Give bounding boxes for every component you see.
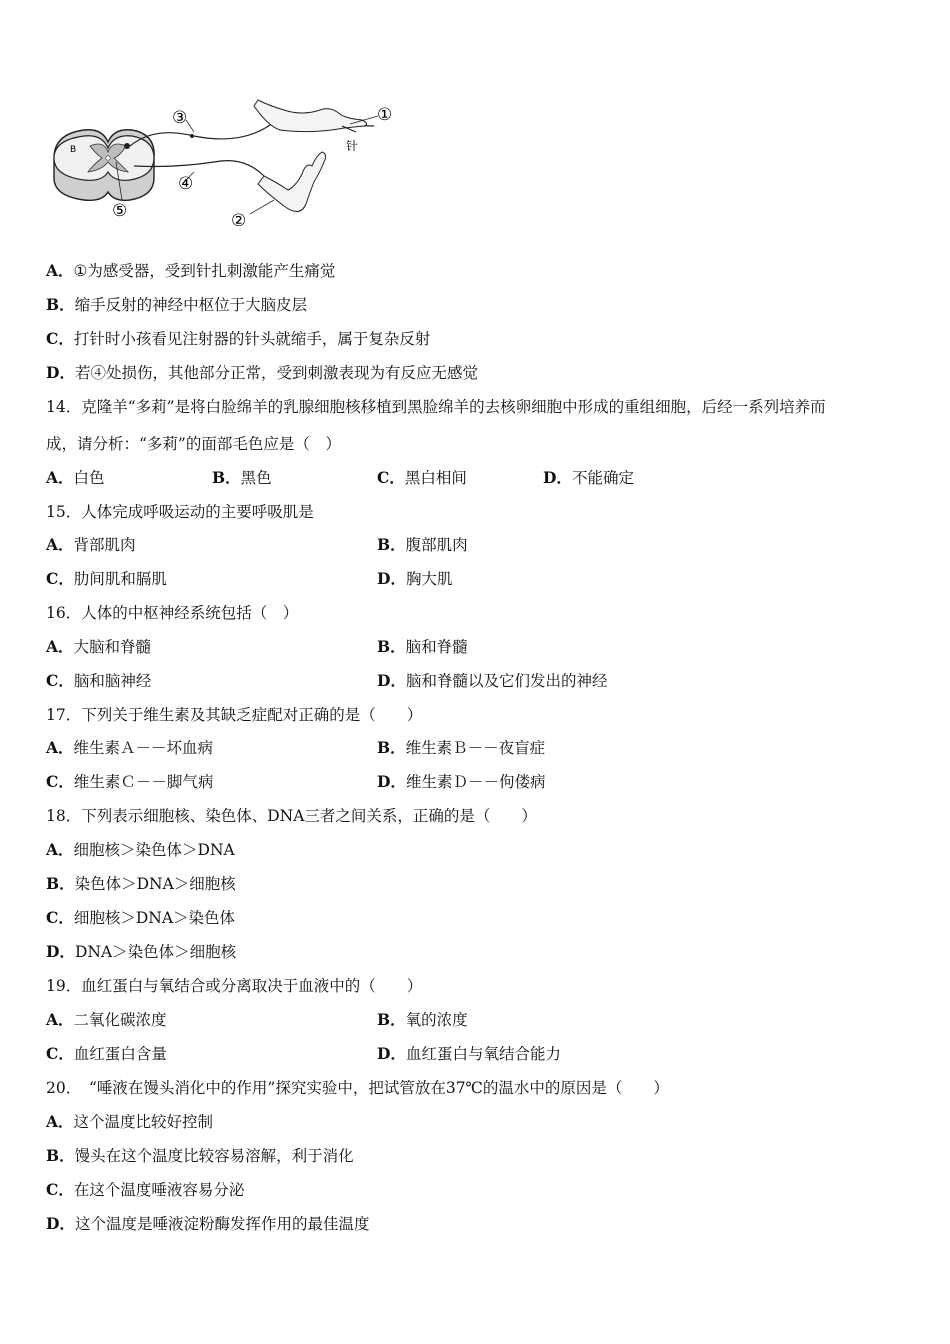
q16-option-a: A．大脑和脊髓 — [46, 637, 152, 656]
q18-option-b: B．染色体＞DNA＞细胞核 — [46, 874, 236, 893]
q20-option-b: B．馒头在这个温度比较容易溶解，利于消化 — [46, 1146, 354, 1165]
q15-stem: 15．人体完成呼吸运动的主要呼吸肌是 — [46, 503, 314, 521]
q13-option-d: D．若④处损伤，其他部分正常，受到刺激表现为有反应无感觉 — [46, 363, 478, 382]
q19-options-row1 — [46, 1010, 926, 1030]
q16-option-c: C．脑和脑神经 — [46, 671, 152, 690]
q14-stem-line2: 成，请分析：“多莉”的面部毛色应是（ ） — [46, 435, 341, 453]
q18-option-d: D．DNA＞染色体＞细胞核 — [46, 942, 237, 961]
label-1: ① — [377, 105, 393, 125]
q20-option-c: C．在这个温度唾液容易分泌 — [46, 1180, 245, 1199]
q17-options-row2 — [46, 772, 926, 792]
label-needle: 针 — [346, 139, 359, 153]
q15-option-c: C．肋间肌和膈肌 — [46, 569, 167, 588]
q13-option-c: C．打针时小孩看见注射器的针头就缩手，属于复杂反射 — [46, 329, 431, 348]
q18-stem: 18．下列表示细胞核、染色体、DNA三者之间关系，正确的是（ ） — [46, 807, 537, 825]
label-3: ③ — [172, 108, 188, 128]
q15-option-a: A．背部肌肉 — [46, 535, 136, 554]
q17-stem: 17．下列关于维生素及其缺乏症配对正确的是（ ） — [46, 706, 423, 724]
label-4: ④ — [178, 174, 194, 194]
reflex-arc-figure — [44, 96, 404, 226]
q19-stem: 19．血红蛋白与氧结合或分离取决于血液中的（ ） — [46, 977, 423, 995]
q13-option-a: A．①为感受器，受到针扎刺激能产生痛觉 — [46, 261, 336, 280]
q15-option-d: D．胸大肌 — [377, 569, 453, 588]
q13-option-b: B．缩手反射的神经中枢位于大脑皮层 — [46, 295, 308, 314]
q15-options-row1 — [46, 535, 926, 555]
arm-upper — [254, 100, 367, 132]
q19-option-c: C．血红蛋白含量 — [46, 1044, 167, 1063]
label-b: B — [70, 145, 77, 155]
q18-option-a: A．细胞核＞染色体＞DNA — [46, 840, 235, 859]
q16-option-d: D．脑和脊髓以及它们发出的神经 — [377, 671, 608, 690]
q18-option-c: C．细胞核＞DNA＞染色体 — [46, 908, 236, 927]
q15-options-row2 — [46, 569, 926, 589]
q17-option-a: A．维生素Ａ－－坏血病 — [46, 738, 214, 757]
q14-option-a: A．白色 — [46, 468, 105, 487]
q16-option-b: B．脑和脊髓 — [377, 637, 468, 656]
q14-options — [46, 468, 926, 488]
q14-stem-line1: 14．克隆羊“多莉”是将白脸绵羊的乳腺细胞核移植到黑脸绵羊的去核卵细胞中形成的重组细胞，后经一系列培养而 — [46, 398, 826, 416]
q16-options-row1 — [46, 637, 926, 657]
q19-options-row2 — [46, 1044, 926, 1064]
q14-option-d: D．不能确定 — [543, 468, 634, 487]
q15-option-b: B．腹部肌肉 — [377, 535, 468, 554]
arm-lower — [258, 152, 326, 212]
q20-option-d: D．这个温度是唾液淀粉酶发挥作用的最佳温度 — [46, 1214, 370, 1233]
q17-option-b: B．维生素Ｂ－－夜盲症 — [377, 738, 546, 757]
q17-options-row1 — [46, 738, 926, 758]
label-5: ⑤ — [112, 201, 128, 221]
q19-option-b: B．氧的浓度 — [377, 1010, 468, 1029]
q16-options-row2 — [46, 671, 926, 691]
q17-option-c: C．维生素Ｃ－－脚气病 — [46, 772, 214, 791]
q14-option-c: C．黑白相间 — [377, 468, 467, 487]
q20-option-a: A．这个温度比较好控制 — [46, 1112, 214, 1131]
q20-stem: 20． “唾液在馒头消化中的作用”探究实验中，把试管放在37℃的温水中的原因是（ ） — [46, 1079, 669, 1097]
q14-option-b: B．黑色 — [212, 468, 272, 487]
q19-option-d: D．血红蛋白与氧结合能力 — [377, 1044, 561, 1063]
label-2: ② — [231, 211, 247, 226]
q16-stem: 16．人体的中枢神经系统包括（ ） — [46, 604, 299, 622]
q19-option-a: A．二氧化碳浓度 — [46, 1010, 167, 1029]
q17-option-d: D．维生素Ｄ－－佝偻病 — [377, 772, 546, 791]
